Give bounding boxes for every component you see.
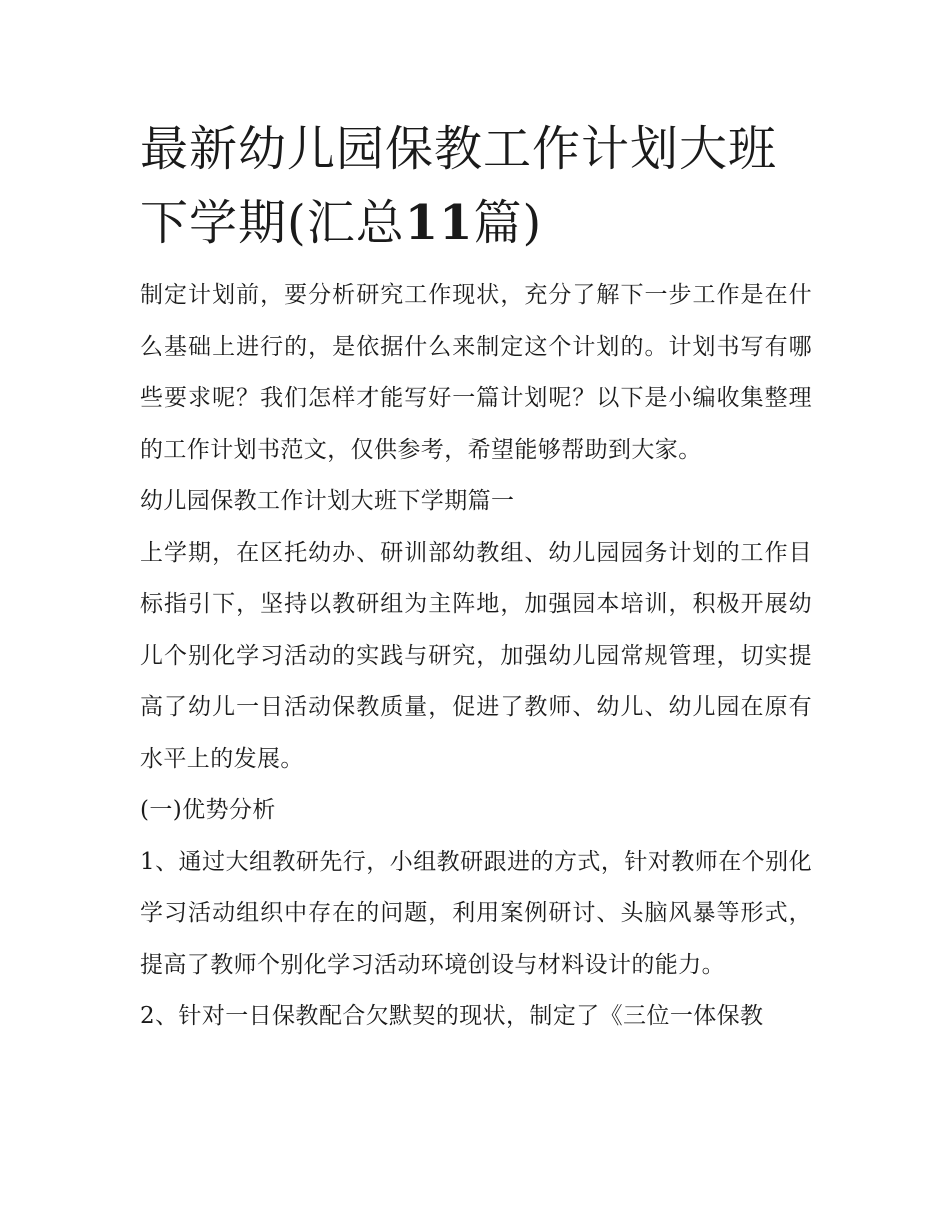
body-paragraph: 上学期，在区托幼办、研训部幼教组、幼儿园园务计划的工作目标指引下，坚持以教研组为主阵地，加强园本培训，积极开展幼儿个别化学习活动的实践与研究，加强幼儿园常规管理，切实提高了幼儿一日活动保教质量，促进了教师、幼儿、幼儿园在原有水平上的发展。	[140, 539, 812, 772]
subsection-heading: (一)优势分析	[140, 797, 276, 823]
list-item-1: 1、通过大组教研先行，小组教研跟进的方式，针对教师在个别化学习活动组织中存在的问题，利用案例研讨、头脑风暴等形式，提高了教师个别化学习活动环境创设与材料设计的能力。	[140, 848, 812, 978]
title-text: 最新幼儿园保教工作计划大班下学期(汇总	[140, 121, 778, 251]
intro-paragraph: 制定计划前，要分析研究工作现状，充分了解下一步工作是在什么基础上进行的，是依据什么来制定这个计划的。计划书写有哪些要求呢？我们怎样才能写好一篇计划呢？以下是小编收集整理的工作计划书范文，仅供参考，希望能够帮助到大家。	[140, 282, 812, 463]
document-title	[140, 112, 810, 260]
document-page	[140, 112, 820, 1043]
section-heading: 幼儿园保教工作计划大班下学期篇一	[140, 488, 515, 514]
title-suffix: 篇)	[473, 195, 543, 251]
list-item-2: 2、针对一日保教配合欠默契的现状，制定了《三位一体保教	[140, 1003, 764, 1029]
title-number: 11	[404, 195, 474, 251]
